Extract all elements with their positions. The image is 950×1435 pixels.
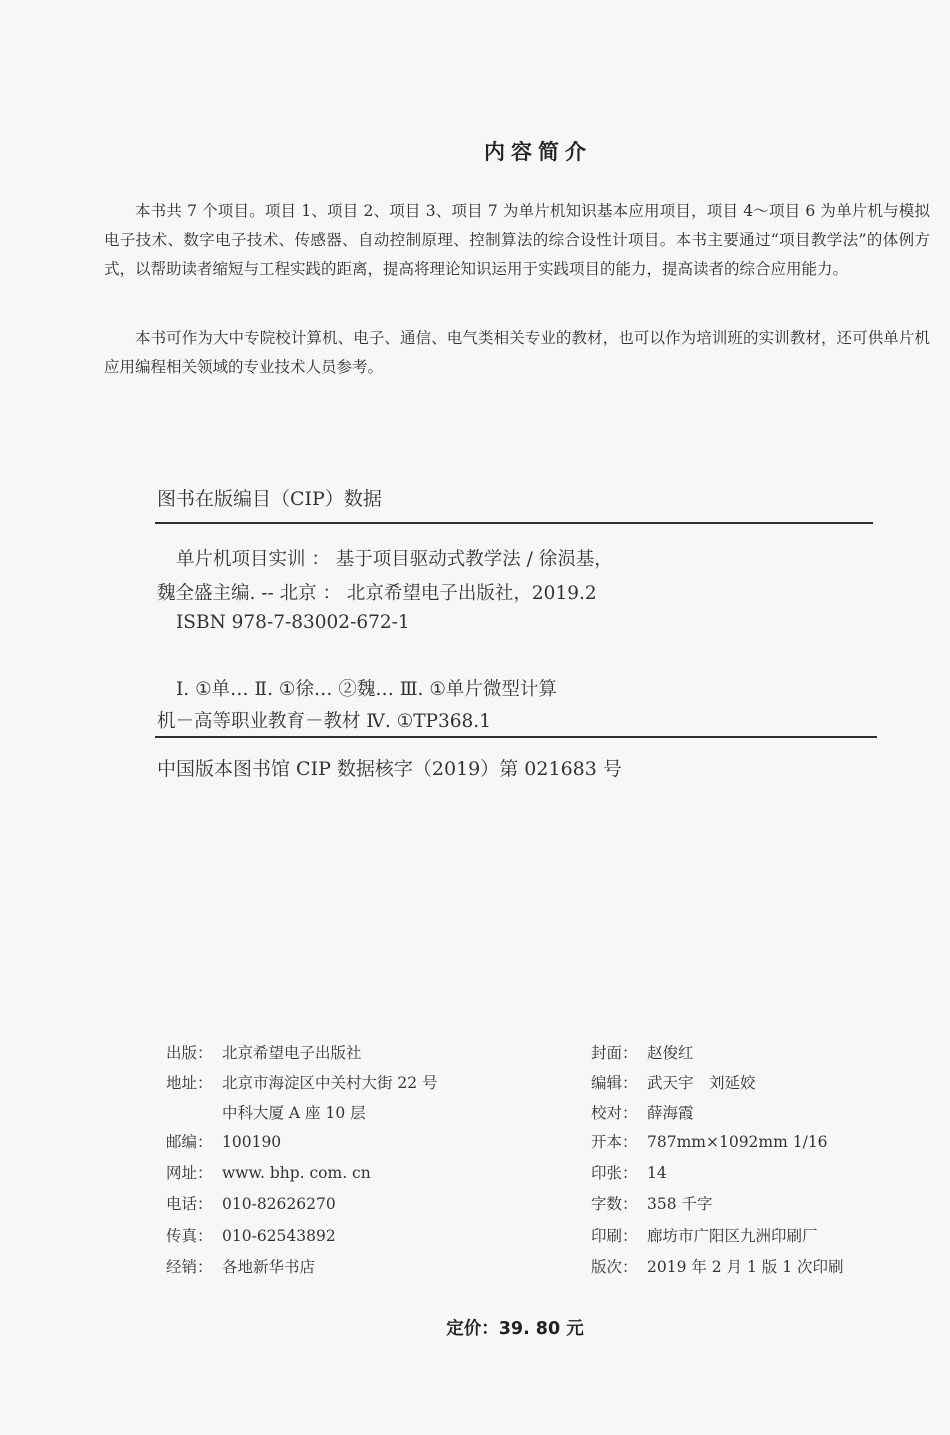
pub-value: 2019 年 2 月 1 版 1 次印刷 (647, 1258, 844, 1276)
pub-value: 薛海霞 (647, 1104, 694, 1122)
pub-row-phone (166, 1192, 336, 1214)
pub-row-editor (591, 1071, 756, 1093)
pub-row-website (166, 1161, 371, 1183)
pub-address-line2: 中科大厦 A 座 10 层 (222, 1104, 366, 1122)
pub-key: 经销： (166, 1258, 213, 1276)
cip-line: 魏全盛主编. -- 北京 ： 北京希望电子出版社，2019.2 (157, 583, 597, 604)
pub-value: 010-62543892 (222, 1227, 336, 1245)
pub-value: 14 (647, 1164, 667, 1182)
cip-line: 单片机项目实训 ： 基于项目驱动式教学法 / 徐涢基， (176, 549, 613, 570)
pub-key: 封面： (591, 1044, 638, 1062)
pub-row-sheets (591, 1161, 667, 1183)
pub-value: 100190 (222, 1133, 282, 1151)
cip-top-rule (155, 522, 873, 524)
pub-key: 开本： (591, 1133, 638, 1151)
pub-row-fax (166, 1224, 336, 1246)
intro-paragraph: 本书可作为大中专院校计算机、电子、通信、电气类相关专业的教材，也可以作为培训班的实训教材，还可供单片机应用编程相关领域的专业技术人员参考。 (104, 329, 930, 376)
pub-value: 787mm×1092mm 1/16 (647, 1133, 828, 1151)
pub-value: 武天宇 刘延姣 (647, 1074, 756, 1092)
cip-bottom-rule (155, 736, 877, 738)
intro-paragraph: 本书共 7 个项目。项目 1、项目 2、项目 3、项目 7 为单片机知识基本应用项目，项目 4～项目 6 为单片机与模拟电子技术、数字电子技术、传感器、自动控制原理、控制算法的综合设性计项目。本书主要通过“项目教学法”的体例方式，以帮助读者缩短与工程实践的距离，提高将理论知识运用于实践项目的能力，提高读者的综合应用能力。 (104, 202, 930, 278)
pub-value: 赵俊红 (647, 1044, 694, 1062)
intro-title: 内容简介 (484, 140, 592, 164)
pub-key: 出版： (166, 1044, 213, 1062)
pub-key: 版次： (591, 1258, 638, 1276)
cip-heading: 图书在版编目（CIP）数据 (157, 488, 382, 510)
pub-value: 各地新华书店 (222, 1258, 316, 1276)
pub-key: 校对： (591, 1104, 638, 1122)
pub-key: 地址： (166, 1074, 213, 1092)
pub-key: 电话： (166, 1195, 213, 1213)
price: 定价：39. 80 元 (446, 1319, 584, 1339)
pub-value: www. bhp. com. cn (222, 1164, 371, 1182)
cip-line: 机－高等职业教育－教材 Ⅳ. ①TP368.1 (157, 711, 491, 732)
pub-row-publisher (166, 1041, 362, 1063)
cip-line: Ⅰ. ①单… Ⅱ. ①徐… ②魏… Ⅲ. ①单片微型计算 (176, 679, 557, 700)
cip-verify-number: 中国版本图书馆 CIP 数据核字（2019）第 021683 号 (157, 758, 622, 780)
pub-row-printer (591, 1224, 818, 1246)
cip-isbn: ISBN 978-7-83002-672-1 (176, 612, 410, 633)
pub-row-distributor (166, 1255, 315, 1277)
pub-row-postcode (166, 1130, 281, 1152)
pub-key: 编辑： (591, 1074, 638, 1092)
pub-value: 北京市海淀区中关村大街 22 号 (222, 1074, 438, 1092)
pub-value: 廊坊市广阳区九洲印刷厂 (647, 1227, 818, 1245)
pub-value: 358 千字 (647, 1195, 713, 1213)
pub-key: 网址： (166, 1164, 213, 1182)
pub-row-format (591, 1130, 828, 1152)
pub-row-wordcount (591, 1192, 713, 1214)
pub-key: 印刷： (591, 1227, 638, 1245)
pub-key: 邮编： (166, 1133, 213, 1151)
pub-key: 印张： (591, 1164, 638, 1182)
pub-value: 北京希望电子出版社 (222, 1044, 362, 1062)
pub-value: 010-82626270 (222, 1195, 336, 1213)
pub-row-proofreader (591, 1101, 694, 1123)
pub-row-edition (591, 1255, 844, 1277)
pub-row-cover (591, 1041, 694, 1063)
pub-key: 字数： (591, 1195, 638, 1213)
pub-key: 传真： (166, 1227, 213, 1245)
pub-row-address (166, 1071, 438, 1093)
